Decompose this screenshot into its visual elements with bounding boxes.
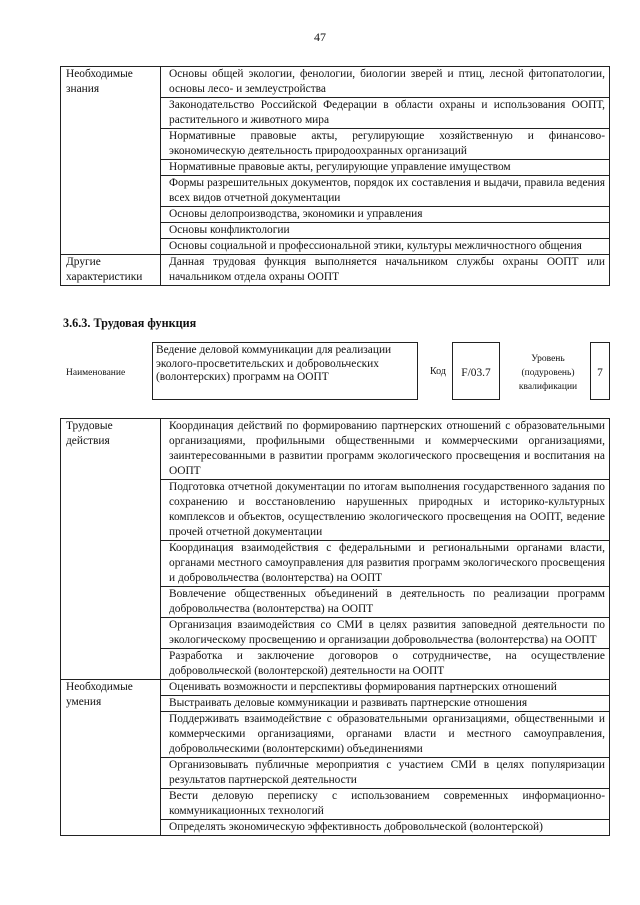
- table-cell: Разработка и заключение договоров о сотрудничестве, на осуществление добровольческой (волонтерской) деятельности на ООПТ: [161, 649, 610, 680]
- table-cell: Оценивать возможности и перспективы формирования партнерских отношений: [161, 680, 610, 696]
- page-number: 47: [314, 30, 326, 44]
- actions-skills-table: [60, 418, 610, 836]
- table-cell: Нормативные правовые акты, регулирующие хозяйственную и финансово-экономическую деятельность природоохранных организаций: [161, 129, 610, 160]
- table-cell: Вести деловую переписку с использованием современных информационно-коммуникационных технологий: [161, 789, 610, 820]
- function-code-box: F/03.7: [452, 342, 500, 400]
- table-row: [61, 680, 610, 696]
- table-row: [61, 67, 610, 98]
- table-cell: Выстраивать деловые коммуникации и развивать партнерские отношения: [161, 696, 610, 712]
- function-name-label: Наименование: [66, 368, 126, 378]
- actions-label: Трудовые действия: [61, 419, 161, 680]
- qualification-level-label: Уровень (подуровень) квалификации: [518, 354, 578, 392]
- table-cell: Основы социальной и профессиональной этики, культуры межличностного общения: [161, 239, 610, 255]
- table-cell: Законодательство Российской Федерации в области охраны и использования ООПТ, растительного и животного мира: [161, 98, 610, 129]
- table-row: [61, 255, 610, 286]
- function-code-label: Код: [430, 366, 446, 377]
- other-label: Другие характеристики: [61, 255, 161, 286]
- knowledge-label: Необходимые знания: [61, 67, 161, 255]
- table-cell: Данная трудовая функция выполняется начальником службы охраны ООПТ или начальником отдела охраны ООПТ: [161, 255, 610, 286]
- table-cell: Организовывать публичные мероприятия с участием СМИ в целях популяризации результатов партнерской деятельности: [161, 758, 610, 789]
- knowledge-table: [60, 66, 610, 286]
- table-cell: Определять экономическую эффективность добровольческой (волонтерской): [161, 820, 610, 836]
- qualification-level-box: 7: [590, 342, 610, 400]
- table-cell: Вовлечение общественных объединений в деятельность по реализации программ добровольчества (волонтерства) на ООПТ: [161, 587, 610, 618]
- table-cell: Поддерживать взаимодействие с образовательными организациями, общественными и коммерческими организациями, органами власти и местного самоуправления, добровольческими (волонтерскими) объединениями: [161, 712, 610, 758]
- table-cell: Нормативные правовые акты, регулирующие управление имуществом: [161, 160, 610, 176]
- table-cell: Формы разрешительных документов, порядок их составления и выдачи, правила ведения всех видов отчетной документации: [161, 176, 610, 207]
- table-cell: Подготовка отчетной документации по итогам выполнения государственного задания по сохранению и восстановлению нарушенных природных и историко-культурных комплексов и объектов, осуществлению экологического просвещения на ООПТ, ведение прочей отчетной документации: [161, 480, 610, 541]
- section-heading: 3.6.3. Трудовая функция: [63, 316, 197, 330]
- table-cell: Координация взаимодействия с федеральными и региональными органами власти, органами местного самоуправления для развития программ экологического просвещения и добровольчества (волонтерства) на ООПТ: [161, 541, 610, 587]
- table-cell: Основы конфликтологии: [161, 223, 610, 239]
- table-cell: Основы общей экологии, фенологии, биологии зверей и птиц, лесной фитопатологии, основы лесо- и землеустройства: [161, 67, 610, 98]
- table-cell: Организация взаимодействия со СМИ в целях развития заповедной деятельности по экологическому просвещению и организации добровольчества (волонтерства) на ООПТ: [161, 618, 610, 649]
- table-row: [61, 419, 610, 480]
- function-name-box: Ведение деловой коммуникации для реализации эколого-просветительских и добровольческих (волонтерских) программ на ООПТ: [152, 342, 418, 400]
- table-cell: Основы делопроизводства, экономики и управления: [161, 207, 610, 223]
- skills-label: Необходимые умения: [61, 680, 161, 836]
- table-cell: Координация действий по формированию партнерских отношений с образовательными организациями, профильными общественными и коммерческими организациями, заинтересованными в развитии программ экологического просвещения и воспитания на ООПТ: [161, 419, 610, 480]
